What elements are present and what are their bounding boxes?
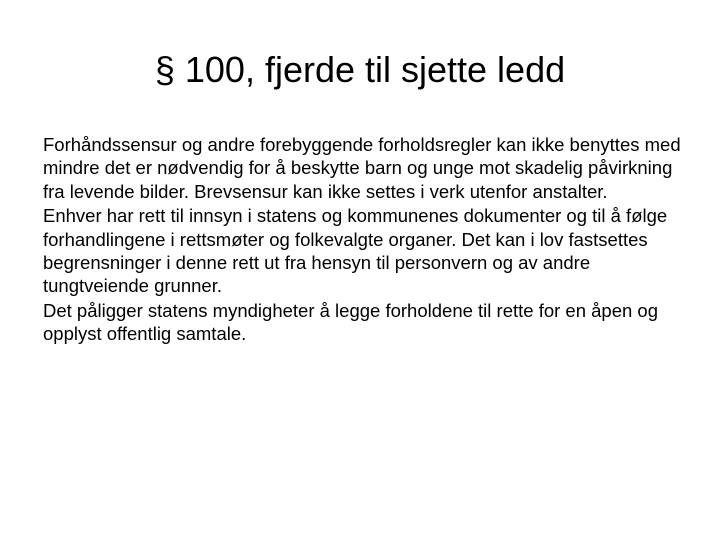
slide-title: § 100, fjerde til sjette ledd xyxy=(154,49,566,90)
paragraph-forhandssensur: Forhåndssensur og andre forebyggende forholdsregler kan ikke benyttes med mindre det er nødvendig for å beskytte barn og unge mot skadelig påvirkning fra levende bilder. Brevsensur kan ikke settes i verk utenfor anstalter. xyxy=(43,134,681,202)
paragraph-offentlig-samtale: Det påligger statens myndigheter å legge forholdene til rette for en åpen og opplyst offentlig samtale. xyxy=(43,299,659,345)
slide-body xyxy=(43,133,683,347)
paragraph-innsyn: Enhver har rett til innsyn i statens og kommunenes dokumenter og til å følge forhandlingene i rettsmøter og folkevalgte organer. Det kan i lov fastsettes begrensninger i denne rett ut fra hensyn til personvern og av andre tungtveiende grunner. xyxy=(43,205,668,297)
